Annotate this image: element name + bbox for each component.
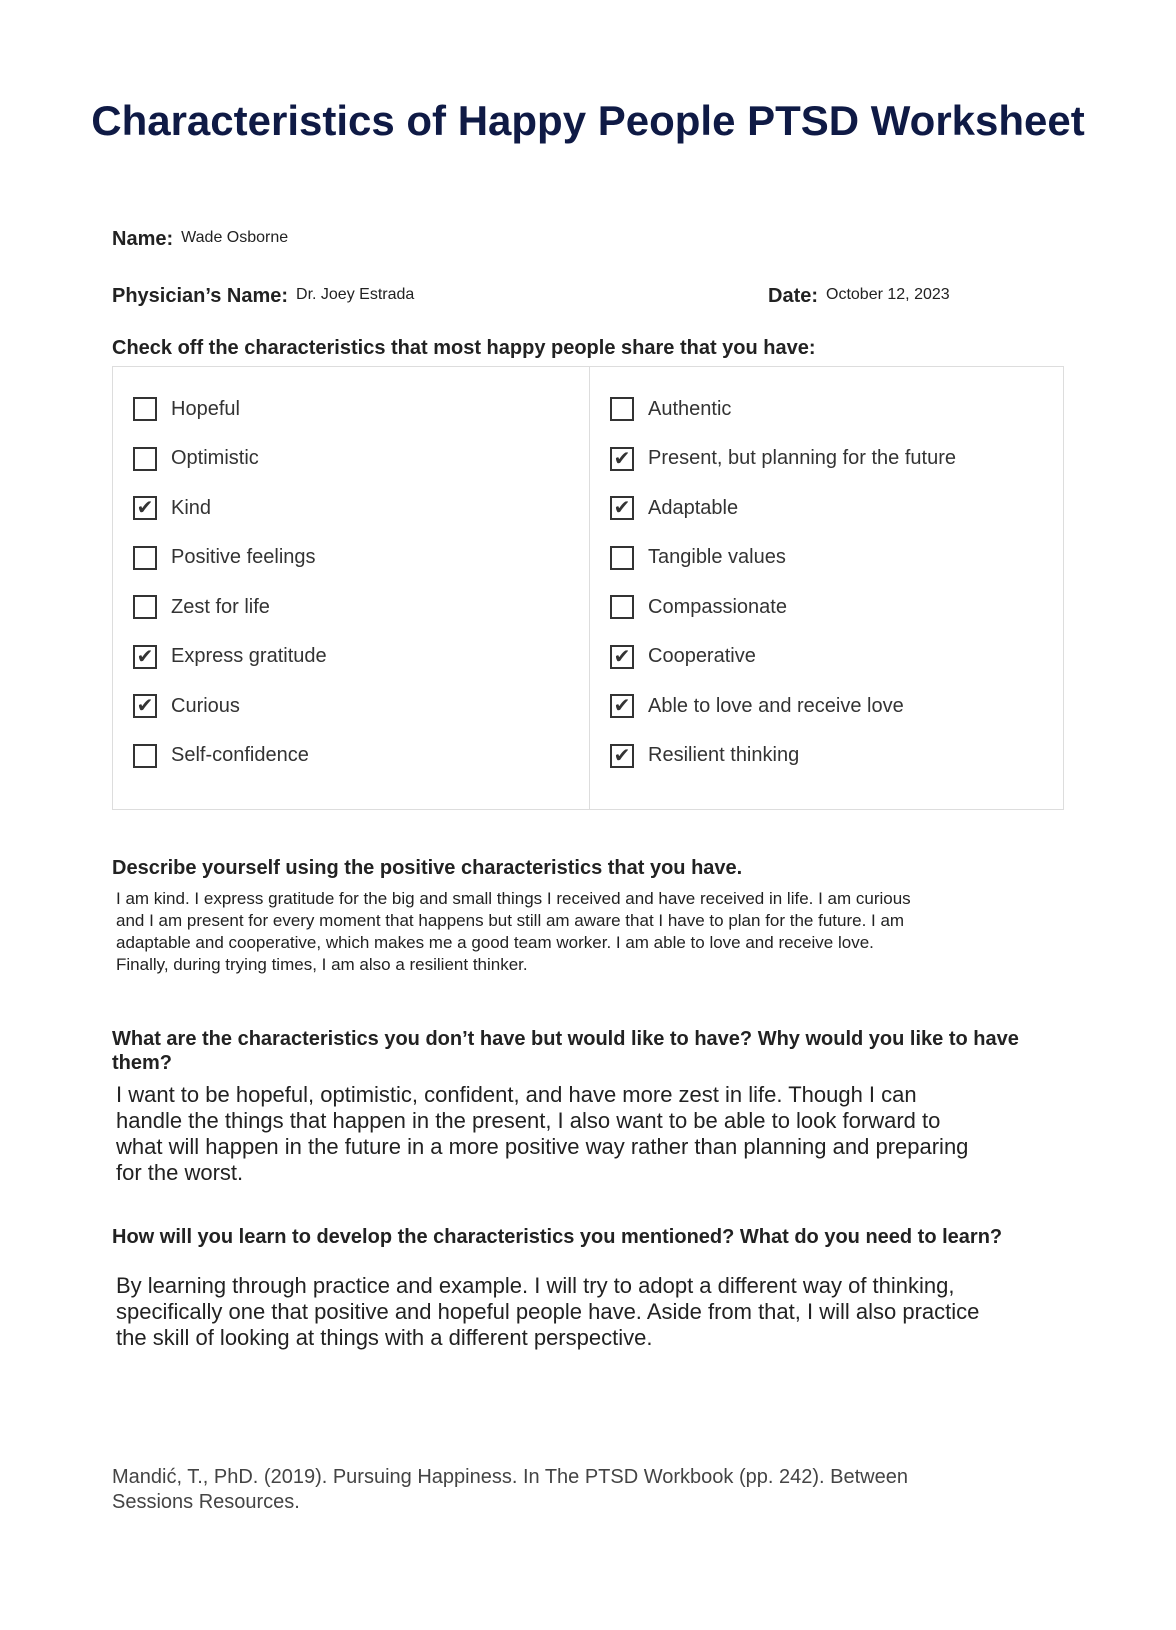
checklist-item-label: Compassionate: [648, 595, 787, 618]
checkbox-unchecked[interactable]: [133, 546, 157, 570]
checkbox-unchecked[interactable]: [610, 595, 634, 619]
checkmark-icon: ✔: [613, 744, 631, 767]
date-label: Date:: [768, 285, 819, 307]
checkbox-checked[interactable]: [610, 447, 634, 471]
physician-label: Physician’s Name:: [112, 285, 289, 307]
checklist-item-label: Resilient thinking: [648, 744, 800, 766]
checklist-item[interactable]: [610, 493, 738, 523]
checkbox-checked[interactable]: [133, 645, 157, 669]
date-value[interactable]: October 12, 2023: [826, 286, 950, 303]
checkbox-checked[interactable]: [133, 496, 157, 520]
checklist-item[interactable]: [610, 642, 756, 672]
physician-field: [112, 285, 414, 308]
checkmark-icon: ✔: [613, 645, 631, 668]
name-field: [112, 228, 288, 251]
checkbox-unchecked[interactable]: [133, 744, 157, 768]
checkmark-icon: ✔: [136, 695, 154, 717]
date-field: [768, 285, 950, 308]
checklist-item[interactable]: [133, 493, 211, 523]
checklist-item-label: Tangible values: [648, 546, 786, 568]
answer-3[interactable]: By learning through practice and example. I will try to adopt a different way of thinking, specifically one that positive and hopeful people have. Aside from that, I will also practice the skill of looking at things with a different perspective.: [116, 1273, 980, 1350]
checklist-item-label: Kind: [171, 496, 212, 519]
checklist-item-label: Curious: [171, 694, 240, 717]
checklist-item[interactable]: [610, 691, 904, 721]
checklist-item-label: Authentic: [648, 397, 732, 420]
checklist-item[interactable]: [133, 394, 240, 424]
checklist-item[interactable]: [610, 444, 956, 474]
checkbox-unchecked[interactable]: [133, 397, 157, 421]
checklist-item[interactable]: [133, 444, 259, 474]
checklist-item-label: Present, but planning for the future: [648, 447, 956, 469]
checklist-item[interactable]: [610, 394, 731, 424]
right-column: [589, 367, 1065, 809]
checklist-item[interactable]: [610, 543, 786, 573]
checklist-item-label: Able to love and receive love: [648, 694, 904, 717]
checklist-item-label: Positive feelings: [171, 546, 316, 568]
physician-value[interactable]: Dr. Joey Estrada: [296, 286, 415, 303]
checklist-item[interactable]: [133, 691, 240, 721]
checkmark-icon: ✔: [136, 645, 154, 668]
name-value[interactable]: Wade Osborne: [181, 229, 289, 246]
checkbox-unchecked[interactable]: [610, 546, 634, 570]
checklist-item-label: Self-confidence: [171, 744, 309, 766]
checkbox-checked[interactable]: [610, 496, 634, 520]
checkmark-icon: ✔: [613, 497, 631, 519]
question-1: Describe yourself using the positive characteristics that you have.: [112, 857, 743, 879]
checklist-item[interactable]: [133, 642, 327, 672]
checkbox-unchecked[interactable]: [133, 447, 157, 471]
checkbox-checked[interactable]: [610, 744, 634, 768]
checkmark-icon: ✔: [613, 447, 631, 470]
checklist-item[interactable]: [610, 741, 799, 771]
checkmark-icon: ✔: [613, 695, 631, 717]
checkbox-checked[interactable]: [610, 694, 634, 718]
left-column: [113, 367, 588, 809]
checklist-item-label: Hopeful: [171, 397, 240, 420]
checklist-item[interactable]: [133, 741, 309, 771]
checklist-item-label: Optimistic: [171, 447, 259, 469]
answer-1[interactable]: I am kind. I express gratitude for the big and small things I received and have received in life. I am curious and I am present for every moment that happens but still am aware that I have to plan for the future. I am adaptable and cooperative, which makes me a good team worker. I am able to love and receive love. Finally, during trying times, I am also a resilient thinker.: [116, 889, 911, 974]
checklist-item-label: Zest for life: [171, 595, 270, 618]
checkmark-icon: ✔: [136, 497, 154, 519]
name-label: Name:: [112, 228, 174, 250]
checklist-item-label: Adaptable: [648, 496, 739, 519]
checklist-item[interactable]: [133, 543, 316, 573]
question-3: How will you learn to develop the characteristics you mentioned? What do you need to learn?: [112, 1226, 1003, 1248]
question-2: What are the characteristics you don’t have but would like to have? Why would you like to have them?: [112, 1028, 1019, 1074]
checkbox-checked[interactable]: [610, 645, 634, 669]
answer-2[interactable]: I want to be hopeful, optimistic, confident, and have more zest in life. Though I can handle the things that happen in the present, I also want to be able to look forward to what will happen in the future in a more positive way rather than planning and preparing for the worst.: [116, 1082, 969, 1185]
checkbox-unchecked[interactable]: [133, 595, 157, 619]
checkbox-unchecked[interactable]: [610, 397, 634, 421]
checklist-item-label: Cooperative: [648, 645, 756, 667]
reference-citation: Mandić, T., PhD. (2019). Pursuing Happiness. In The PTSD Workbook (pp. 242). Between Sessions Resources.: [112, 1466, 908, 1513]
page-title: Characteristics of Happy People PTSD Worksheet: [91, 97, 1085, 144]
checklist-item-label: Express gratitude: [171, 645, 327, 667]
checklist-prompt: Check off the characteristics that most happy people share that you have:: [112, 337, 816, 359]
characteristics-checklist: [112, 366, 1064, 810]
checklist-item[interactable]: [133, 592, 270, 622]
checkbox-checked[interactable]: [133, 694, 157, 718]
checklist-item[interactable]: [610, 592, 787, 622]
